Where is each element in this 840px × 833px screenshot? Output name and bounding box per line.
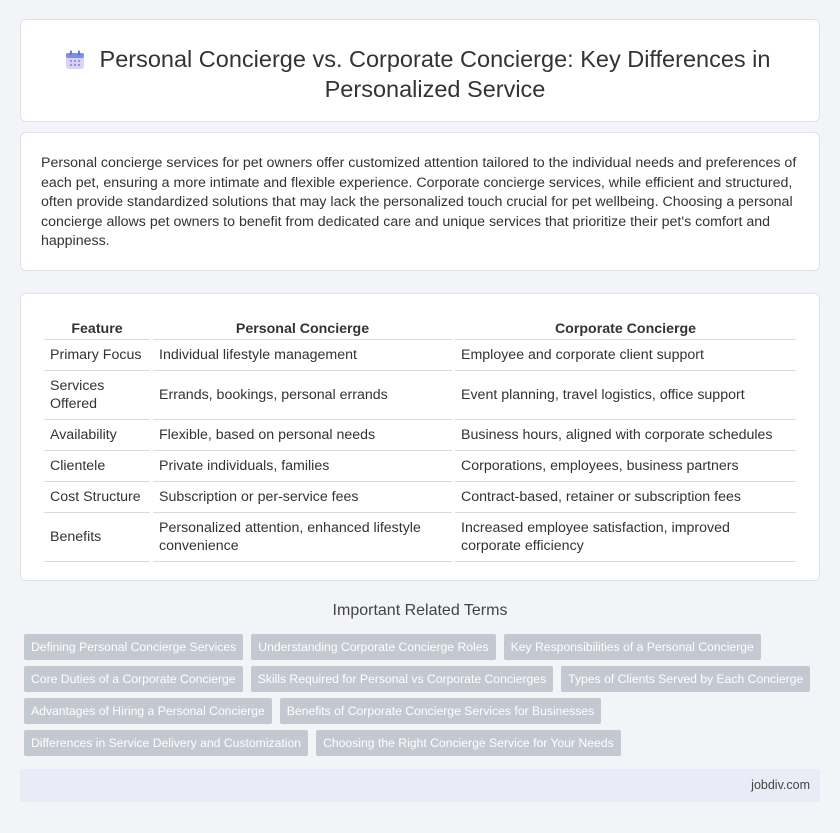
table-row: [44, 340, 796, 371]
cell-personal: Subscription or per-service fees: [153, 482, 452, 513]
title-card: [20, 19, 820, 122]
related-term-tag[interactable]: Defining Personal Concierge Services: [24, 634, 243, 660]
table-row: [44, 451, 796, 482]
cell-personal: Personalized attention, enhanced lifestyle convenience: [153, 513, 452, 562]
cell-feature: Cost Structure: [44, 482, 150, 513]
related-term-tag[interactable]: Key Responsibilities of a Personal Concierge: [504, 634, 761, 660]
cell-corporate: Business hours, aligned with corporate schedules: [455, 420, 796, 451]
cell-personal: Individual lifestyle management: [153, 340, 452, 371]
related-term-tag[interactable]: Benefits of Corporate Concierge Services for Businesses: [280, 698, 602, 724]
related-term-tag[interactable]: Core Duties of a Corporate Concierge: [24, 666, 243, 692]
header-personal: Personal Concierge: [153, 315, 452, 340]
footer: [20, 769, 820, 802]
table-row: [44, 420, 796, 451]
cell-feature: Benefits: [44, 513, 150, 562]
table-row: [44, 371, 796, 420]
cell-corporate: Event planning, travel logistics, office support: [455, 371, 796, 420]
cell-corporate: Contract-based, retainer or subscription fees: [455, 482, 796, 513]
comparison-table: [41, 315, 799, 562]
related-term-tag[interactable]: Skills Required for Personal vs Corporate Concierges: [251, 666, 554, 692]
cell-personal: Flexible, based on personal needs: [153, 420, 452, 451]
header-corporate: Corporate Concierge: [455, 315, 796, 340]
table-row: [44, 482, 796, 513]
cell-corporate: Increased employee satisfaction, improved corporate efficiency: [455, 513, 796, 562]
page-title: Personal Concierge vs. Corporate Concierge: Key Differences in Personalized Service: [99, 46, 771, 102]
related-term-tag[interactable]: Differences in Service Delivery and Customization: [24, 730, 308, 756]
related-term-tag[interactable]: Advantages of Hiring a Personal Concierge: [24, 698, 272, 724]
related-terms-heading: Important Related Terms: [332, 602, 508, 619]
cell-personal: Errands, bookings, personal errands: [153, 371, 452, 420]
cell-personal: Private individuals, families: [153, 451, 452, 482]
related-term-tag[interactable]: Choosing the Right Concierge Service for Your Needs: [316, 730, 621, 756]
cell-feature: Services Offered: [44, 371, 150, 420]
comparison-card: [20, 293, 820, 581]
intro-card: [20, 132, 820, 271]
cell-corporate: Employee and corporate client support: [455, 340, 796, 371]
related-term-tag[interactable]: Types of Clients Served by Each Concierge: [561, 666, 810, 692]
cell-feature: Primary Focus: [44, 340, 150, 371]
related-terms-list: [24, 634, 824, 762]
related-term-tag[interactable]: Understanding Corporate Concierge Roles: [251, 634, 495, 660]
header-feature: Feature: [44, 315, 150, 340]
cell-feature: Availability: [44, 420, 150, 451]
table-header-row: [44, 315, 796, 340]
cell-feature: Clientele: [44, 451, 150, 482]
table-row: [44, 513, 796, 562]
intro-paragraph: Personal concierge services for pet owners offer customized attention tailored to the individual needs and preferences of each pet, ensuring a more intimate and flexible experience. Corporate concierge services, while efficient and structured, often provide standardized solutions that may lack the personalized touch crucial for pet wellbeing. Choosing a personal concierge allows pet owners to benefit from dedicated care and unique services that prioritize their pet's comfort and happiness.: [41, 155, 797, 250]
footer-site-link[interactable]: jobdiv.com: [751, 778, 810, 792]
cell-corporate: Corporations, employees, business partners: [455, 451, 796, 482]
